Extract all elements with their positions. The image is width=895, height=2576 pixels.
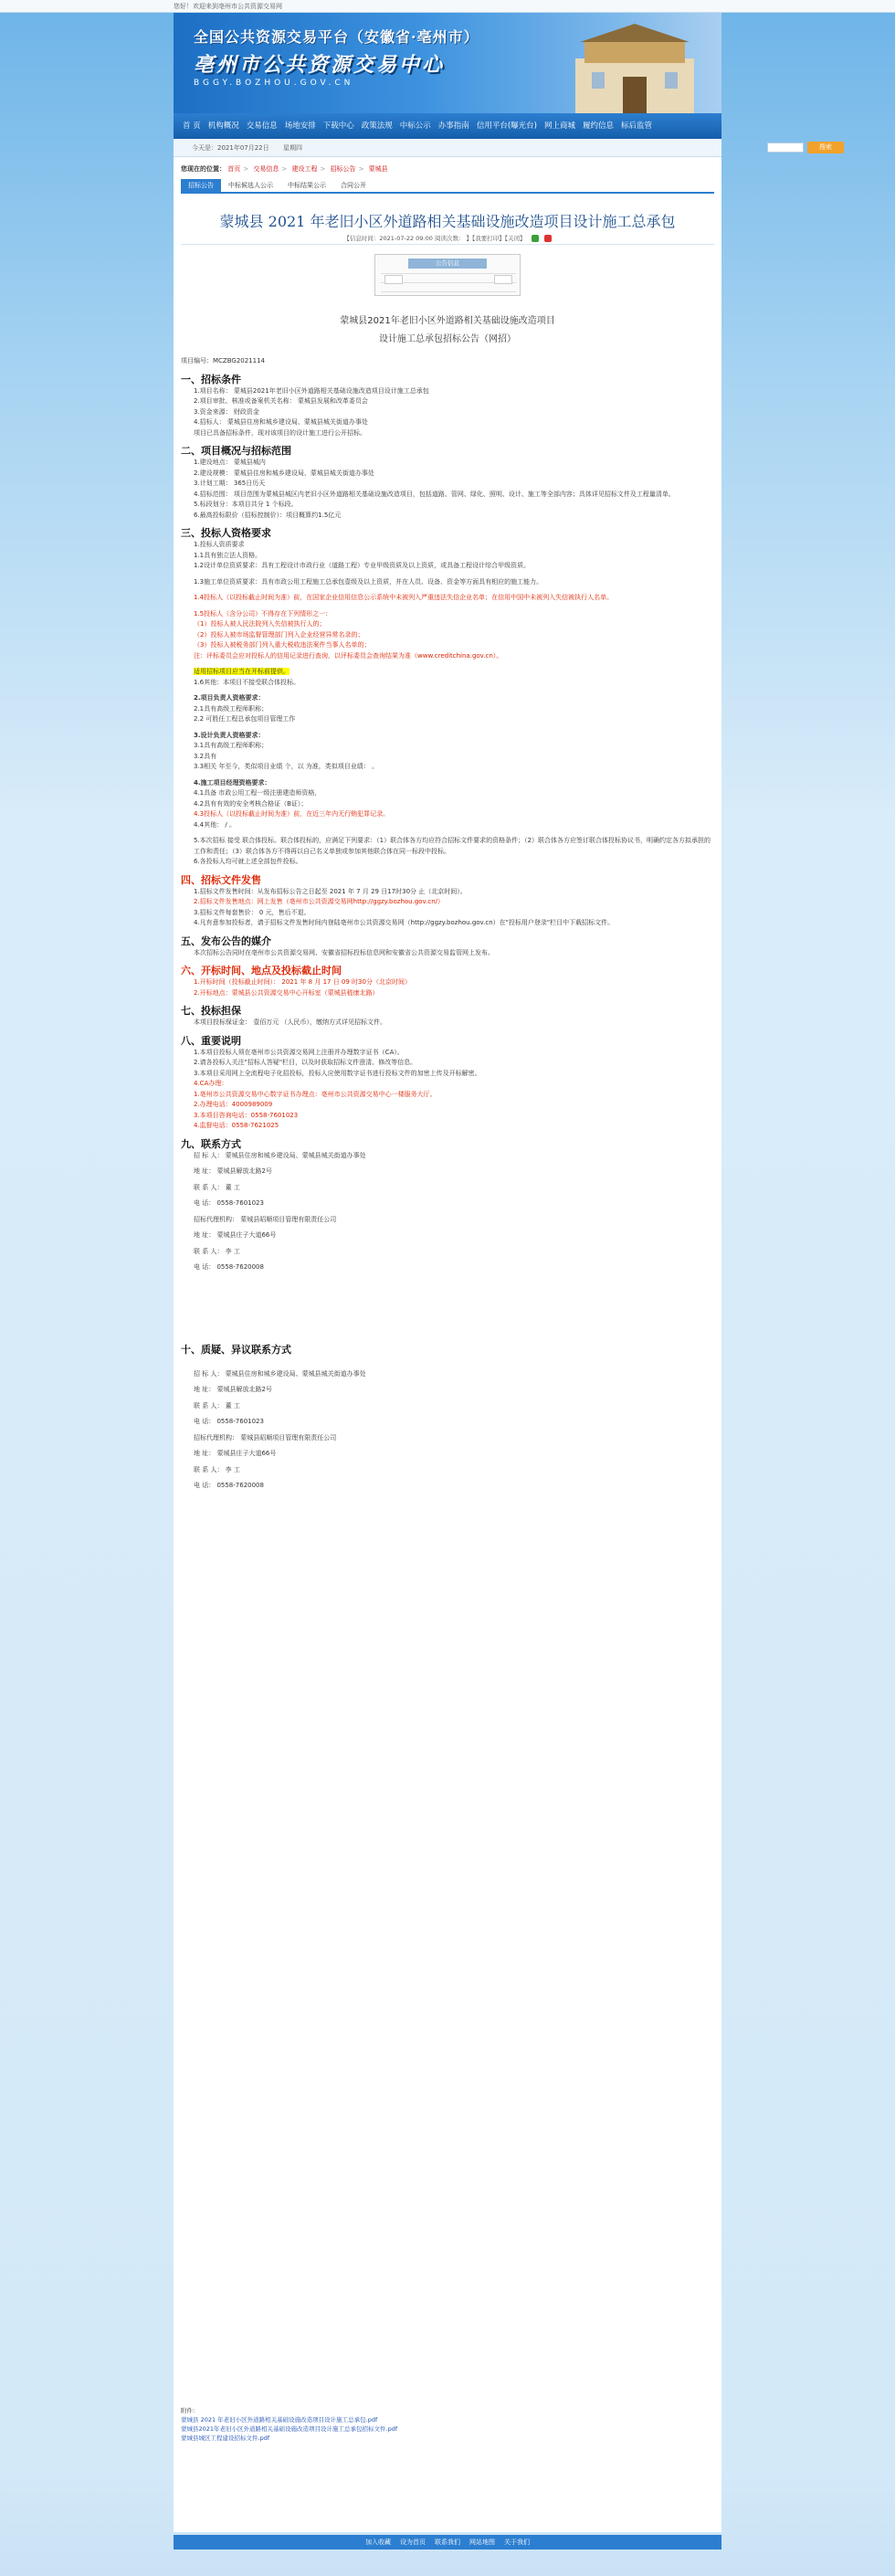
paragraph: 4.招标范围： 项目范围为蒙城县城区内老旧小区外道路相关基础设施改造项目，包括道路、管网、绿化、照明、设计、施工等全部内容；具体详见招标文件及工程量清单。: [194, 490, 675, 498]
notice-cell: [384, 275, 403, 284]
site-banner: [174, 13, 721, 113]
notice-info-box: [374, 254, 521, 296]
breadcrumb: 您现在的位置： 首页 > 交易信息 > 建设工程 > 招标公告 > 蒙城县: [181, 165, 388, 173]
article-meta: [174, 234, 721, 242]
paragraph: 2.项目审批、核准或备案机关名称： 蒙城县发展和改革委员会: [194, 397, 368, 405]
contact-line: 地 址： 蒙城县解放北路2号: [194, 1167, 272, 1175]
footer-nav-item[interactable]: 加入收藏: [365, 2539, 391, 2546]
paragraph: 1.1具有独立法人资格。: [194, 551, 262, 559]
nav-item[interactable]: 中标公示: [399, 121, 431, 131]
article-body: [174, 356, 721, 1492]
paragraph: 1.开标时间（投标截止时间）： 2021 年 8 月 17 日 09 时30分（北京时间）: [194, 978, 411, 986]
paragraph: （1）投标人被人民法院列入失信被执行人的；: [194, 620, 326, 628]
contact-line: 联 系 人： 李 工: [194, 1465, 240, 1473]
nav-item[interactable]: 下载中心: [322, 121, 354, 131]
paragraph: 2.请各投标人关注"招标人答疑"栏目，以及时获取招标文件澄清、修改等信息。: [194, 1059, 417, 1066]
divider: [181, 244, 714, 245]
section-heading: 八、重要说明: [181, 1034, 241, 1047]
building-illustration: [566, 22, 703, 113]
paragraph: 3.2具有: [194, 752, 217, 760]
paragraph: 4.4其他： / 。: [194, 820, 236, 829]
section-heading: 五、发布公告的媒介: [181, 934, 271, 947]
paragraph: 2.办理电话：4000989009: [194, 1101, 273, 1108]
top-strip: [0, 0, 895, 13]
article-subtitle-2: 设计施工总承包招标公告（网招）: [379, 334, 516, 344]
footer: [174, 2535, 721, 2576]
paragraph: 2.招标文件发售地点：网上发售（亳州市公共资源交易网http://ggzy.bozhou.gov.cn/）: [194, 898, 445, 905]
tab-candidate[interactable]: 中标候选人公示: [228, 182, 273, 189]
article-subtitle-1: 蒙城县2021年老旧小区外道路相关基础设施改造项目: [340, 316, 555, 326]
project-no: 项目编号：MCZBG2021114: [181, 357, 266, 364]
contact-line: 联 系 人： 董 工: [194, 1401, 240, 1409]
breadcrumb-item[interactable]: 交易信息: [253, 165, 279, 173]
contact-line: 电 话： 0558-7601023: [194, 1418, 264, 1425]
nav-item[interactable]: 标后监管: [620, 121, 652, 131]
nav-item[interactable]: 政策法规: [361, 121, 393, 131]
sub-tabs: [181, 179, 714, 194]
paragraph: 4.1具备 市政公用工程一级注册建造师资格，: [194, 789, 321, 797]
paragraph: 本项目投标保证金： 壹佰万元 （人民币），缴纳方式详见招标文件。: [194, 1019, 386, 1026]
paragraph: 1.亳州市公共资源交易中心数字证书办理点：亳州市公共资源交易中心一楼服务大厅。: [194, 1090, 437, 1098]
nav-item[interactable]: 首 页: [183, 121, 201, 131]
paragraph: 3.3相关 年至今，类似项目业绩 个，以 为准，类似项目业绩： 。: [194, 763, 379, 770]
breadcrumb-item[interactable]: 蒙城县: [368, 165, 388, 173]
weekday-text: 星期四: [283, 144, 302, 152]
footer-nav-item[interactable]: 设为首页: [400, 2539, 426, 2546]
section-heading: 六、开标时间、地点及投标截止时间: [181, 965, 342, 977]
attachments-label: 附件：: [181, 2407, 199, 2414]
nav-item[interactable]: 场地安排: [284, 121, 316, 131]
contact-line: 地 址： 蒙城县解放北路2号: [194, 1386, 272, 1393]
attachments: [181, 2406, 714, 2443]
main-content: [174, 157, 721, 2532]
footer-nav-item[interactable]: 关于我们: [504, 2539, 530, 2546]
banner-title-2: 亳州市公共资源交易中心: [194, 53, 446, 77]
paragraph: 1.投标人资质要求: [194, 541, 245, 548]
contact-line: 电 话： 0558-7620008: [194, 1263, 264, 1271]
banner-domain: BGGY.BOZHOU.GOV.CN: [194, 79, 354, 88]
search-input[interactable]: [767, 143, 804, 153]
notice-row: [381, 291, 516, 292]
paragraph: 1.3施工单位资质要求：具有市政公用工程施工总承包壹级及以上资质，并在人员、设备、资金等方面具有相应的施工能力。: [194, 577, 543, 586]
paragraph: 6.各投标人均可就上述全部包件投标。: [194, 858, 302, 865]
attachment-link[interactable]: 蒙城县城区工程建设招标文件.pdf: [181, 2434, 270, 2442]
paragraph: 2.1具有高级工程师职称；: [194, 704, 268, 713]
section-heading: 三、投标人资格要求: [181, 527, 271, 539]
breadcrumb-item[interactable]: 招标公告: [330, 165, 356, 173]
paragraph: 2.建设规模： 蒙城县住房和城乡建设局、蒙城县城关街道办事处: [194, 469, 374, 477]
paragraph: 2.开标地点：蒙城县公共资源交易中心开标室（蒙城县嵇康北路）: [194, 988, 379, 997]
notice-info-head: 公告信息: [408, 259, 487, 269]
nav-item[interactable]: 机构概况: [207, 121, 239, 131]
paragraph: 4.施工项目经理资格要求：: [194, 778, 271, 787]
section-heading: 二、项目概况与招标范围: [181, 445, 291, 457]
contact-line: 地 址： 蒙城县庄子大道66号: [194, 1231, 277, 1239]
nav-item[interactable]: 办事指南: [437, 121, 469, 131]
share-weibo-icon[interactable]: [544, 235, 552, 242]
banner-title-1: 全国公共资源交易平台（安徽省·亳州市）: [194, 28, 479, 46]
nav-item[interactable]: 网上商城: [543, 121, 575, 131]
attachment-link[interactable]: 蒙城县 2021 年老旧小区外道路相关基础设施改造项目设计施工总承包.pdf: [181, 2416, 378, 2423]
paragraph: 项目已具备招标条件，现对该项目的设计施工进行公开招标。: [194, 428, 366, 437]
contact-line: 电 话： 0558-7601023: [194, 1199, 264, 1207]
contact-line: 招标代理机构： 蒙城县昭顺项目管理有限责任公司: [194, 1215, 337, 1223]
paragraph: 2.项目负责人资格要求：: [194, 694, 265, 702]
contact-line: 招 标 人： 蒙城县住房和城乡建设局、蒙城县城关街道办事处: [194, 1369, 366, 1378]
paragraph: （2）投标人被市场监督管理部门列入企业经营异常名录的；: [194, 630, 364, 639]
paragraph: 4.凡有意参加投标者，请于招标文件发售时间内登陆亳州市公共资源交易网（http://ggzy.bozhou.gov.cn）在"投标用户登录"栏目中下载招标文件。: [194, 919, 615, 926]
contact-line: 联 系 人： 董 工: [194, 1183, 240, 1191]
nav-item[interactable]: 信用平台(曝光台): [476, 121, 537, 131]
paragraph: 3.计划工期： 365日历天: [194, 480, 266, 487]
tab-contract[interactable]: 合同公开: [341, 182, 366, 189]
date-text: 今天是：2021年07月22日: [192, 144, 269, 152]
paragraph: 4.3投标人（以投标截止时间为准）前，在近三年内无行贿犯罪记录。: [194, 810, 390, 818]
article-title: 蒙城县 2021 年老旧小区外道路相关基础设施改造项目设计施工总承包: [219, 213, 676, 230]
paragraph: 5.本次招标 接受 联合体投标。联合体投标的，应满足下列要求：（1）联合体各方均应符合招标文件要求的资格条件；（2）联合体各方应签订联合体投标协议书，明确约定各方拟承担的工作和责任；（3）联合体各方不得再以自己名义单独或参加其他联合体在同一标段中投标。: [194, 837, 711, 855]
article-meta-text: 【信息时间：2021-07-22 09:00 阅读次数： 】【我要打印】【关闭】: [343, 235, 526, 242]
nav-item[interactable]: 交易信息: [246, 121, 278, 131]
footer-nav-item[interactable]: 联系我们: [435, 2539, 460, 2546]
section-heading: 九、联系方式: [181, 1137, 241, 1150]
contact-line: 招 标 人： 蒙城县住房和城乡建设局、蒙城县城关街道办事处: [194, 1151, 366, 1159]
share-wechat-icon[interactable]: [532, 235, 539, 242]
welcome-text: 您好！欢迎来到亳州市公共资源交易网: [174, 3, 282, 10]
paragraph: 1.6其他：本项目不接受联合体投标。: [194, 678, 300, 686]
paragraph: （3）投标人被税务部门列入重大税收违法案件当事人名单的；: [194, 641, 371, 649]
footer-nav-item[interactable]: 网站地图: [469, 2539, 495, 2546]
section-heading: 一、招标条件: [181, 373, 241, 385]
contact-line: 招标代理机构： 蒙城县昭顺项目管理有限责任公司: [194, 1433, 337, 1441]
paragraph: 4.2具有有效的安全考核合格证（B证）；: [194, 799, 308, 808]
tab-bid-notice[interactable]: 招标公告: [181, 179, 221, 192]
footer-nav: [174, 2535, 721, 2550]
paragraph: 3.招标文件每套售价： 0 元，售后不退。: [194, 908, 311, 916]
nav-item[interactable]: 履约信息: [582, 121, 614, 131]
paragraph: 1.建设地点： 蒙城县城内: [194, 459, 266, 466]
paragraph: 3.1具有高级工程师职称；: [194, 742, 268, 749]
paragraph: 3.资金来源： 财政资金: [194, 407, 259, 416]
search-bar: [174, 139, 832, 157]
paragraph: 注：评标委员会应对投标人的信用记录进行查询，以评标委员会查询结果为准（www.creditchina.gov.cn）。: [194, 651, 503, 660]
section-heading: 十、质疑、异议联系方式: [181, 1343, 291, 1356]
paragraph: 1.项目名称： 蒙城县2021年老旧小区外道路相关基础设施改造项目设计施工总承包: [194, 386, 429, 395]
section-heading: 四、招标文件发售: [181, 873, 261, 886]
breadcrumb-item[interactable]: 建设工程: [291, 165, 318, 173]
notice-row: [381, 273, 516, 274]
contact-line: 联 系 人： 李 工: [194, 1247, 240, 1255]
section-heading: 七、投标担保: [181, 1005, 241, 1017]
paragraph: 1.5投标人（含分公司）不得存在下列情形之一：: [194, 609, 332, 618]
paragraph: 3.本项目采用网上全流程电子化招投标，投标人应使用数字证书进行投标文件的加密上传及开标解密。: [194, 1069, 481, 1077]
main-nav: [174, 113, 721, 139]
paragraph: 5.标段划分：本项目共分 1 个标段。: [194, 501, 298, 508]
paragraph: 1.招标文件发售时间：从发布招标公告之日起至 2021 年 7 月 29 日17时30分 止（北京时间）。: [194, 887, 467, 895]
highlight-note: 适用招标项目应当在开标前提供。: [194, 668, 290, 675]
paragraph: 3.本项目咨询电话：0558-7601023: [194, 1111, 299, 1119]
paragraph: 6.最高投标限价（招标控制价）：项目概算约1.5亿元: [194, 511, 342, 519]
paragraph: 3.设计负责人资格要求：: [194, 731, 265, 739]
paragraph: 4.招标人： 蒙城县住房和城乡建设局、蒙城县城关街道办事处: [194, 418, 368, 426]
paragraph: 本次招标公告同时在亳州市公共资源交易网、安徽省招标投标信息网和安徽省公共资源交易监管网上发布。: [194, 948, 494, 956]
paragraph: 4.CA办理：: [194, 1080, 228, 1087]
contact-line: 电 话： 0558-7620008: [194, 1482, 264, 1489]
breadcrumb-label: 您现在的位置：: [181, 165, 226, 173]
paragraph: 2.2 可胜任工程总承包项目管理工作: [194, 715, 296, 723]
paragraph: 1.本项目投标人须在亳州市公共资源交易网上注册并办理数字证书（CA）。: [194, 1048, 404, 1056]
attachment-link[interactable]: 蒙城县2021年老旧小区外道路相关基础设施改造项目设计施工总承包招标文件.pdf: [181, 2425, 398, 2433]
paragraph: 1.4投标人（以投标截止时间为准）前，在国家企业信用信息公示系统中未被列入严重违法失信企业名单；在信用中国中未被列入失信被执行人名单。: [194, 594, 614, 601]
paragraph: 1.2设计单位资质要求：具有工程设计市政行业（道路工程）专业甲级资质及以上资质，或具备工程设计综合甲级资质。: [194, 562, 531, 569]
tab-result[interactable]: 中标结果公示: [288, 182, 326, 189]
notice-cell: [494, 275, 512, 284]
contact-line: 地 址： 蒙城县庄子大道66号: [194, 1450, 277, 1457]
search-button[interactable]: 搜索: [807, 142, 844, 153]
breadcrumb-item[interactable]: 首页: [227, 165, 241, 173]
paragraph: 4.监督电话：0558-7621025: [194, 1122, 279, 1129]
